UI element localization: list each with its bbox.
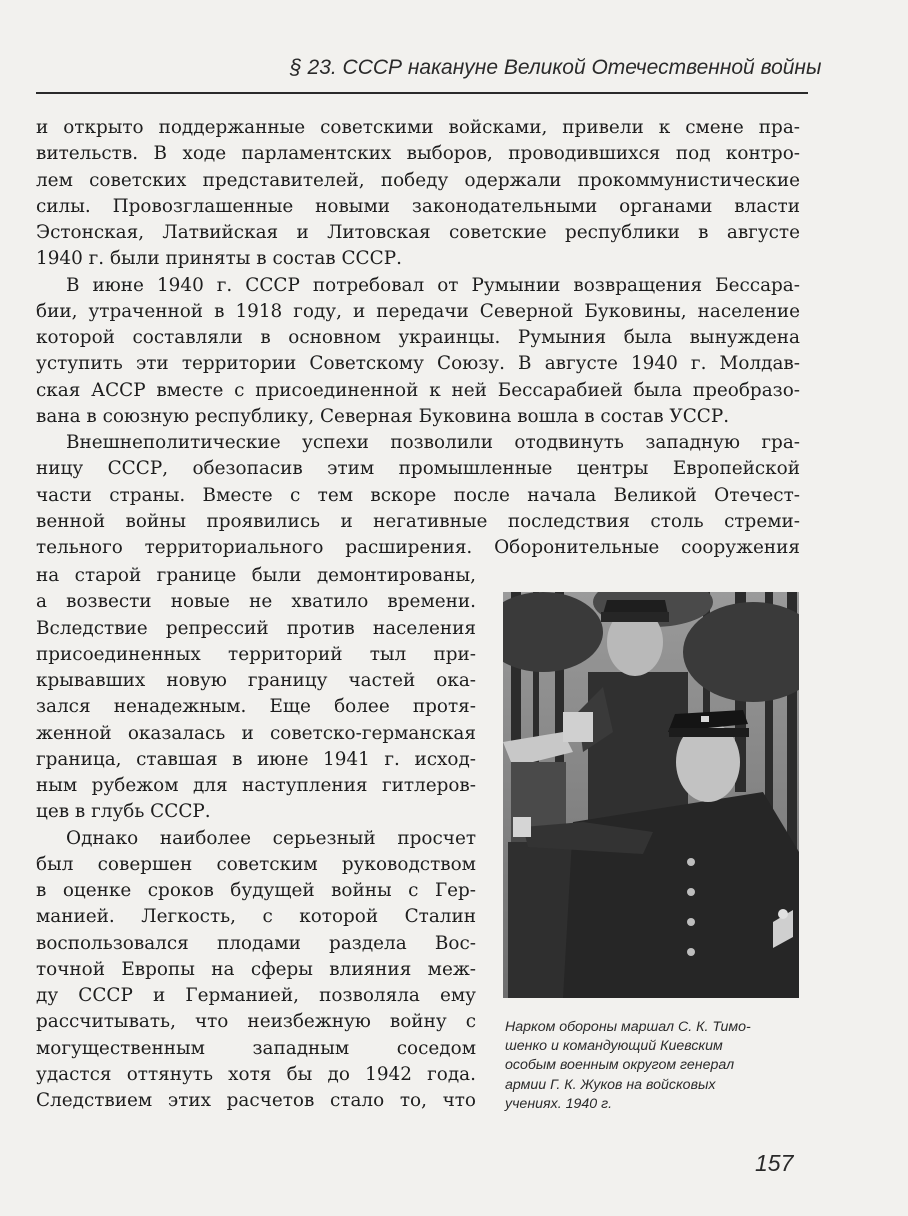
text-line: ская АССР вместе с присоединенной к ней Бессарабией была преобразо- — [36, 379, 800, 401]
body-text-left-column — [36, 563, 476, 1114]
page-number: 157 — [755, 1150, 794, 1176]
caption-line: шенко и командующий Киевским — [505, 1038, 723, 1055]
caption-line: Нарком обороны маршал С. К. Тимо- — [505, 1019, 751, 1035]
text-line: женной оказалась и советско-германская — [36, 722, 476, 744]
text-line: рассчитывать, что неизбежную войну с — [36, 1011, 476, 1033]
text-line: Внешнеполитические успехи позволили отодвинуть западную гра- — [66, 432, 800, 453]
caption-line: армии Г. К. Жуков на войсковых — [505, 1076, 716, 1093]
body-text-full-width — [36, 115, 800, 561]
text-line: был совершен советским руководством — [36, 853, 476, 875]
text-line: граница, ставшая в июне 1941 г. исход- — [36, 748, 476, 770]
text-line: Вследствие репрессий против населения — [36, 617, 476, 639]
text-line: зался ненадежным. Еще более протя- — [36, 696, 476, 718]
header-rule — [36, 92, 808, 94]
text-line: и открыто поддержанные советскими войсками, привели к смене пра- — [36, 117, 800, 138]
text-line: уступить эти территории Советскому Союзу. В августе 1940 г. Молдав- — [36, 353, 800, 375]
text-line: бии, утраченной в 1918 году, и передачи Северной Буковины, население — [36, 300, 800, 322]
photo-caption — [505, 1018, 805, 1114]
text-line: могущественным западным соседом — [36, 1037, 476, 1059]
text-line: силы. Провозглашенные новыми законодательными органами власти — [36, 195, 800, 217]
text-line: на старой границе были демонтированы, — [36, 565, 476, 586]
text-line: ницу СССР, обезопасив этим промышленные центры Европейской — [36, 458, 800, 480]
historical-photo — [503, 592, 799, 998]
text-line: Эстонская, Латвийская и Литовская советские республики в августе — [36, 222, 800, 243]
text-line: манией. Легкость, с которой Сталин — [36, 906, 476, 928]
text-line: части страны. Вместе с тем вскоре после начала Великой Отечест- — [36, 484, 800, 506]
text-line: В июне 1940 г. СССР потребовал от Румынии возвращения Бессара- — [66, 274, 800, 296]
text-line: крывавших новую границу частей ока- — [36, 670, 476, 691]
text-line: ду СССР и Германией, позволяла ему — [36, 985, 476, 1006]
caption-line: особым военным округом генерал — [505, 1057, 735, 1074]
text-line: Следствием этих расчетов стало то, что — [36, 1090, 476, 1111]
text-line: присоединенных территорий тыл при- — [36, 643, 476, 665]
text-line: венной войны проявились и негативные последствия столь стреми- — [36, 510, 800, 532]
text-line: точной Европы на сферы влияния меж- — [36, 958, 476, 980]
text-line: вительств. В ходе парламентских выборов, проводившихся под контро- — [36, 143, 800, 165]
text-line: а возвести новые не хватило времени. — [36, 591, 476, 613]
text-line: лем советских представителей, победу одержали прокоммунистические — [36, 169, 800, 191]
running-title: § 23. СССР накануне Великой Отечественной войны — [290, 56, 822, 79]
text-line: удастся оттянуть хотя бы до 1942 года. — [36, 1063, 476, 1085]
text-line: вана в союзную республику, Северная Буковина вошла в состав УССР. — [36, 405, 730, 427]
text-line: которой составляли в основном украинцы. Румыния была вынуждена — [36, 327, 800, 348]
text-line: ным рубежом для наступления гитлеров- — [36, 775, 476, 796]
text-line: Однако наиболее серьезный просчет — [66, 827, 476, 849]
text-line: 1940 г. были приняты в состав СССР. — [36, 248, 402, 270]
caption-line: учениях. 1940 г. — [505, 1095, 613, 1112]
text-line: в оценке сроков будущей войны с Гер- — [36, 880, 476, 901]
text-line: цев в глубь СССР. — [36, 801, 211, 823]
text-line: тельного территориального расширения. Оборонительные сооружения — [36, 537, 800, 558]
text-line: воспользовался плодами раздела Вос- — [36, 932, 476, 954]
